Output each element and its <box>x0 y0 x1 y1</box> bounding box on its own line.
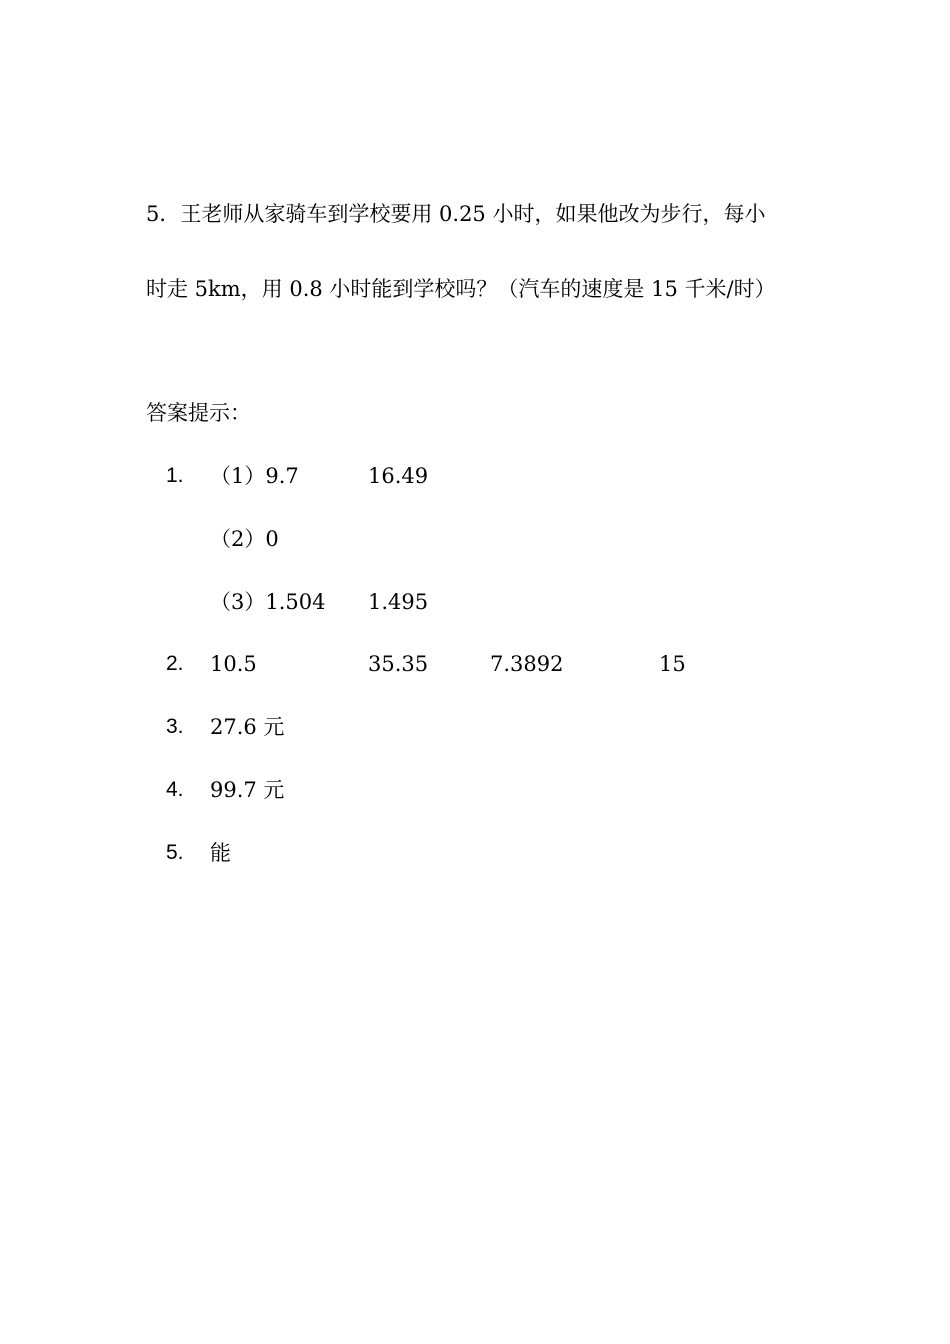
answer-1-part-1-a: （1）9.7 <box>210 464 299 488</box>
answer-1-part-3-b: 1.495 <box>368 590 429 614</box>
answer-number-3: 3. <box>166 715 184 738</box>
answer-2-value-4: 15 <box>659 652 686 676</box>
answer-1-part-1-b: 16.49 <box>368 464 429 488</box>
answer-1-part-3-a: （3）1.504 <box>210 590 326 614</box>
answer-5-value: 能 <box>210 841 231 865</box>
answers-heading: 答案提示： <box>146 401 251 425</box>
question-line-2: 时走 5km，用 0.8 小时能到学校吗？（汽车的速度是 15 千米/时） <box>146 277 776 301</box>
answer-number-2: 2. <box>166 652 184 675</box>
answer-number-4: 4. <box>166 778 184 801</box>
answer-2-value-2: 35.35 <box>368 652 429 676</box>
answer-4-value: 99.7 元 <box>210 778 285 802</box>
question-line-1: 5．王老师从家骑车到学校要用 0.25 小时，如果他改为步行，每小 <box>146 202 766 226</box>
answer-number-5: 5. <box>166 841 184 864</box>
answer-number-1: 1. <box>166 464 184 487</box>
answer-2-value-1: 10.5 <box>210 652 257 676</box>
answer-3-value: 27.6 元 <box>210 715 285 739</box>
answer-1-part-2-a: （2）0 <box>210 527 279 551</box>
answer-2-value-3: 7.3892 <box>490 652 564 676</box>
